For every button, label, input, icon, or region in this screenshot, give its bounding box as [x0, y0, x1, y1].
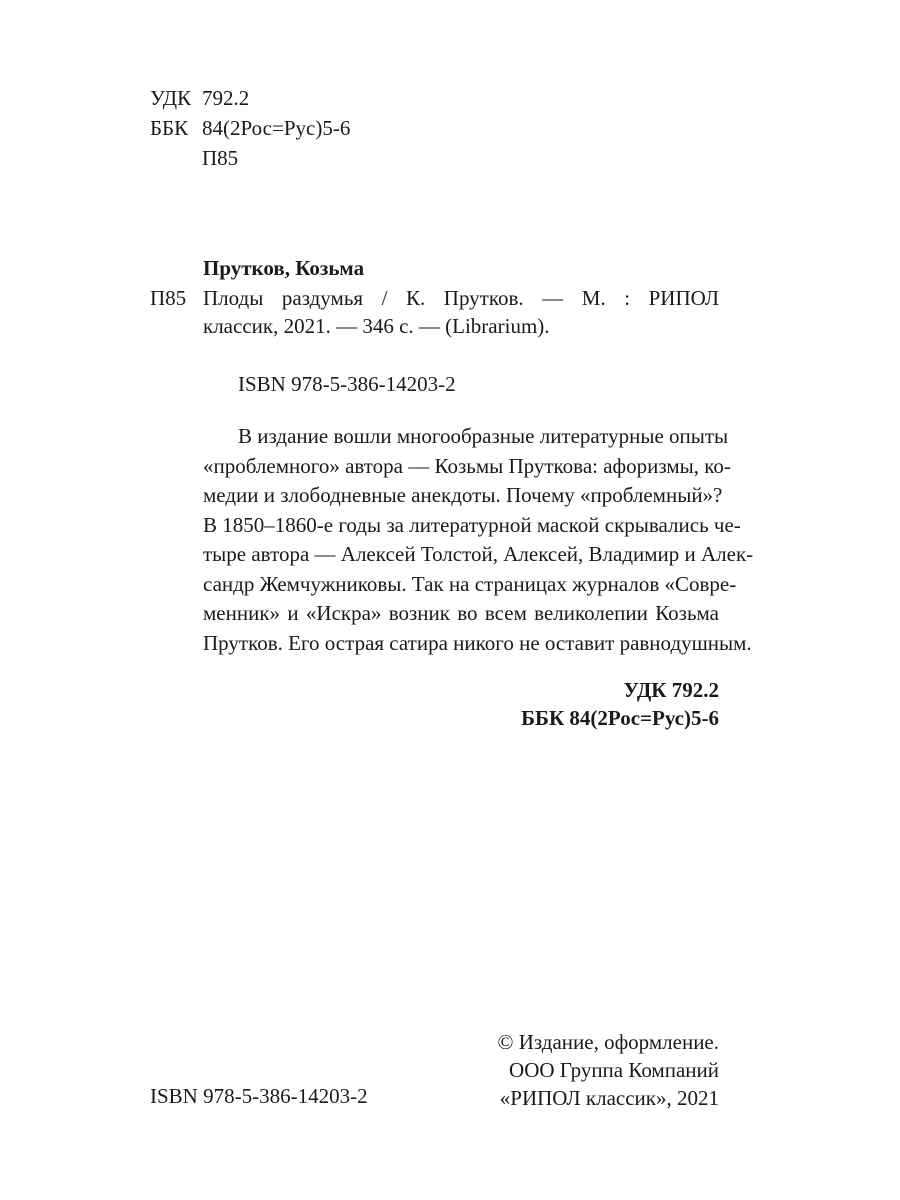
udk-code-line: [150, 84, 249, 112]
biblio-line: Плоды раздумья / К. Прутков. — М. : РИПОЛ: [203, 286, 719, 310]
annotation-line: медии и злободневные анекдоты. Почему «проблемный»?: [203, 483, 723, 507]
udk-code-bold: УДК 792.2: [623, 678, 719, 702]
cutter-code-line: [150, 144, 238, 172]
annotation-paragraph: [203, 422, 754, 658]
udk-value: 792.2: [202, 86, 250, 110]
isbn-record: ISBN 978-5-386-14203-2: [238, 372, 456, 396]
annotation-line: «проблемного» автора — Козьмы Пруткова: афоризмы, ко-: [203, 453, 731, 478]
udk-label: УДК: [150, 86, 192, 110]
cutter-mark: П85: [150, 286, 187, 310]
annotation-line: В 1850–1860-е годы за литературной маской скрывались че-: [203, 512, 741, 537]
copyright-line: ООО Группа Компаний: [509, 1058, 719, 1082]
cutter-value: П85: [202, 146, 239, 170]
copyright-line: «РИПОЛ классик», 2021: [499, 1086, 719, 1110]
copyright-block: [497, 1028, 719, 1112]
author-heading: Прутков, Козьма: [203, 256, 365, 280]
annotation-line: В издание вошли многообразные литературные опыты: [238, 424, 729, 448]
bibliographic-description: [203, 284, 719, 340]
bbk-code-bold: ББК 84(2Рос=Рус)5-6: [521, 706, 719, 730]
annotation-line: Прутков. Его острая сатира никого не оставит равнодушным.: [203, 630, 752, 655]
isbn-bottom: ISBN 978-5-386-14203-2: [150, 1084, 368, 1108]
bbk-value: 84(2Рос=Рус)5-6: [202, 116, 351, 140]
bbk-code-line: [150, 114, 350, 142]
annotation-line: тыре автора — Алексей Толстой, Алексей, Владимир и Алек-: [203, 542, 754, 566]
annotation-line: менник» и «Искра» возник во всем великолепии Козьма: [203, 601, 719, 625]
bbk-label: ББК: [150, 116, 189, 140]
annotation-line: сандр Жемчужниковы. Так на страницах журналов «Совре-: [203, 571, 737, 596]
copyright-line: © Издание, оформление.: [497, 1030, 719, 1054]
biblio-line: классик, 2021. — 346 с. — (Librarium).: [203, 314, 550, 338]
